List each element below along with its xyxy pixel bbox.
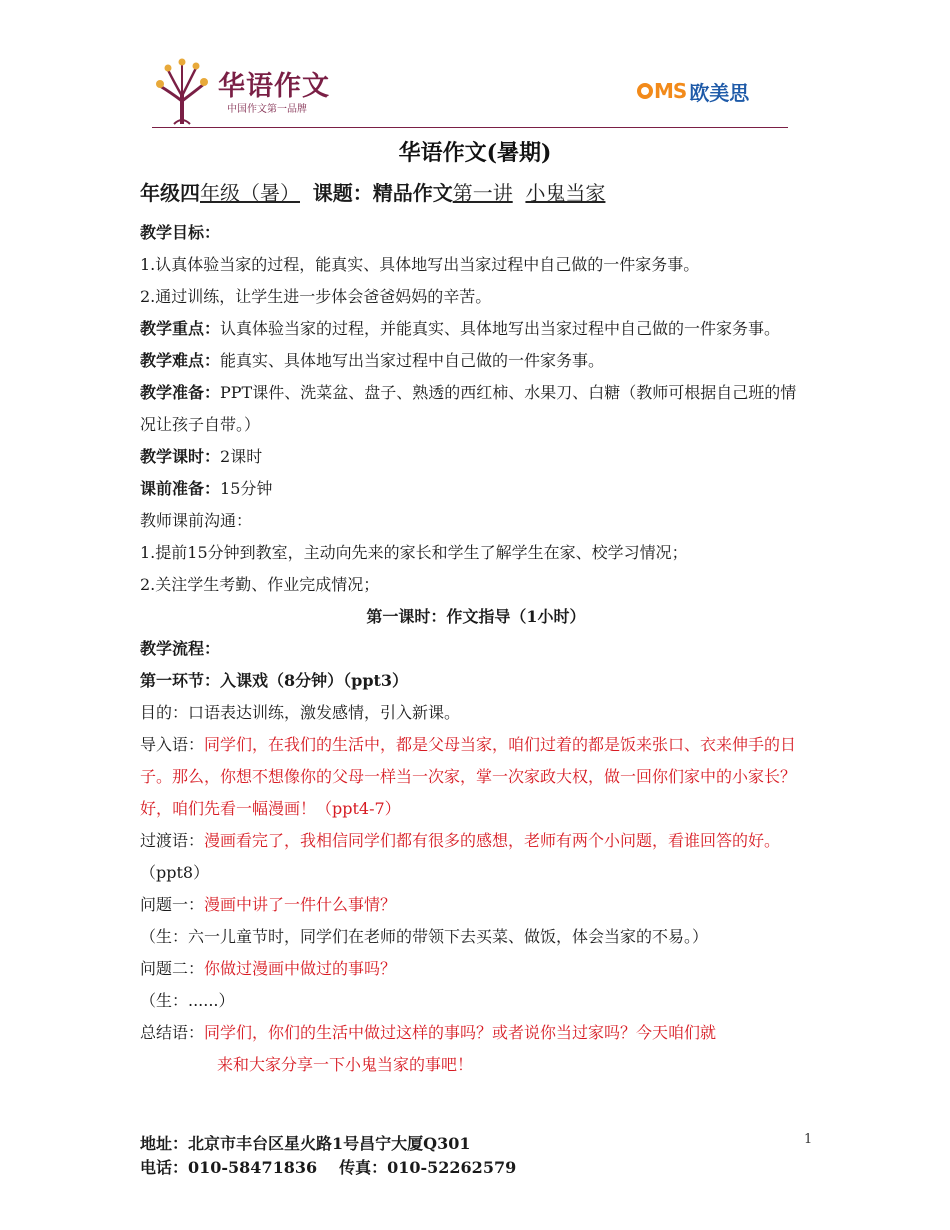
summary-label: 总结语： [140,1023,205,1042]
brand-title: 华语作文 [218,71,330,102]
lesson-number: 第一讲 [452,181,513,205]
intro-label: 导入语： [140,735,205,754]
communication-item: 1.提前15分钟到教室，主动向先来的家长和学生了解学生在家、校学习情况； [140,543,688,562]
q2-label: 问题二： [140,959,205,978]
footer-phone: 电话：010-58471836 [140,1158,318,1177]
footer-contact [140,1156,516,1180]
partner-name: 欧美思 [689,80,750,105]
answer-two: （生：......） [140,991,235,1010]
goal-item: 2.通过训练，让学生进一步体会爸爸妈妈的辛苦。 [140,287,492,306]
q1-text: 漫画中讲了一件什么事情？ [204,895,397,914]
intro-text: 同学们，在我们的生活中，都是父母当家，咱们过着的都是饭来张口、衣来伸手的日子。那么，你想不想像你的父母一样当一次家，掌一次家政大权，做一回你们家中的小家长？好，咱们先看一幅漫画！（ppt4-7） [140,735,797,818]
difficulty-label: 教学难点： [140,351,221,370]
question-two [140,953,812,985]
page-number: 1 [804,1132,813,1147]
oms-logo [637,78,749,104]
intro-paragraph [140,729,812,825]
header-divider [152,127,788,128]
key-point-text: 认真体验当家的过程，并能真实、具体地写出当家过程中自己做的一件家务事。 [220,319,781,338]
flow-heading: 教学流程： [140,639,221,658]
summary-paragraph [140,1017,812,1049]
transition-ppt: （ppt8） [140,863,210,882]
hours-text: 2课时 [220,447,263,466]
oms-letters: MS [654,79,687,103]
grade-value: 四 [180,181,200,205]
summary-line-1: 同学们，你们的生活中做过这样的事吗？或者说你当过家吗？今天咱们就 [204,1023,717,1042]
topic-label: 课题： [312,181,373,205]
hours-label: 教学课时： [140,447,221,466]
difficulty-text: 能真实、具体地写出当家过程中自己做的一件家务事。 [220,351,605,370]
difficulty [140,345,812,377]
goal-item: 1.认真体验当家的过程，能真实、具体地写出当家过程中自己做的一件家务事。 [140,255,700,274]
pre-class-label: 课前准备： [140,479,221,498]
grade-term: 年级（暑） [200,181,300,205]
preparation-text: PPT课件、洗菜盆、盘子、熟透的西红柿、水果刀、白糖（教师可根据自己班的情况让孩子自带。） [140,383,797,434]
brand-slogan: 中国作文第一品牌 [227,104,307,115]
section-one-heading: 第一环节：入课戏（8分钟）（ppt3） [140,671,409,690]
question-one [140,889,812,921]
pre-class [140,473,812,505]
document-body [140,217,812,1081]
preparation [140,377,812,441]
summary-line-2: 来和大家分享一下小鬼当家的事吧！ [217,1055,474,1074]
q1-label: 问题一： [140,895,205,914]
key-point [140,313,812,345]
communication-heading: 教师课前沟通： [140,511,253,530]
huayu-logo [152,56,352,126]
answer-one: （生：六一儿童节时，同学们在老师的带领下去买菜、做饭，体会当家的不易。） [140,927,709,946]
grade-label: 年级 [140,181,180,205]
class-hours [140,441,812,473]
subject-line [140,177,605,206]
topic-bold: 精品作文 [372,181,453,205]
transition-paragraph [140,825,812,889]
transition-label: 过渡语： [140,831,205,850]
document-title: 华语作文(暑期) [398,140,552,166]
pre-class-text: 15分钟 [220,479,273,498]
q2-text: 你做过漫画中做过的事吗？ [204,959,397,978]
lesson-title: 小鬼当家 [525,181,606,205]
communication-item: 2.关注学生考勤、作业完成情况； [140,575,380,594]
page-footer [140,1132,516,1180]
preparation-label: 教学准备： [140,383,221,402]
transition-text: 漫画看完了，我相信同学们都有很多的感想，老师有两个小问题，看谁回答的好。 [204,831,781,850]
lesson-one-heading: 第一课时：作文指导（1小时） [366,607,586,626]
tree-logo-icon [152,56,212,126]
footer-address: 地址：北京市丰台区星火路1号昌宁大厦Q301 [140,1134,471,1153]
section-purpose: 目的：口语表达训练，激发感情，引入新课。 [140,703,461,722]
goals-heading: 教学目标： [140,223,221,242]
oms-mark [637,79,686,103]
key-point-label: 教学重点： [140,319,221,338]
oms-circle-icon [637,83,653,99]
footer-fax: 传真：010-52262579 [339,1158,517,1177]
